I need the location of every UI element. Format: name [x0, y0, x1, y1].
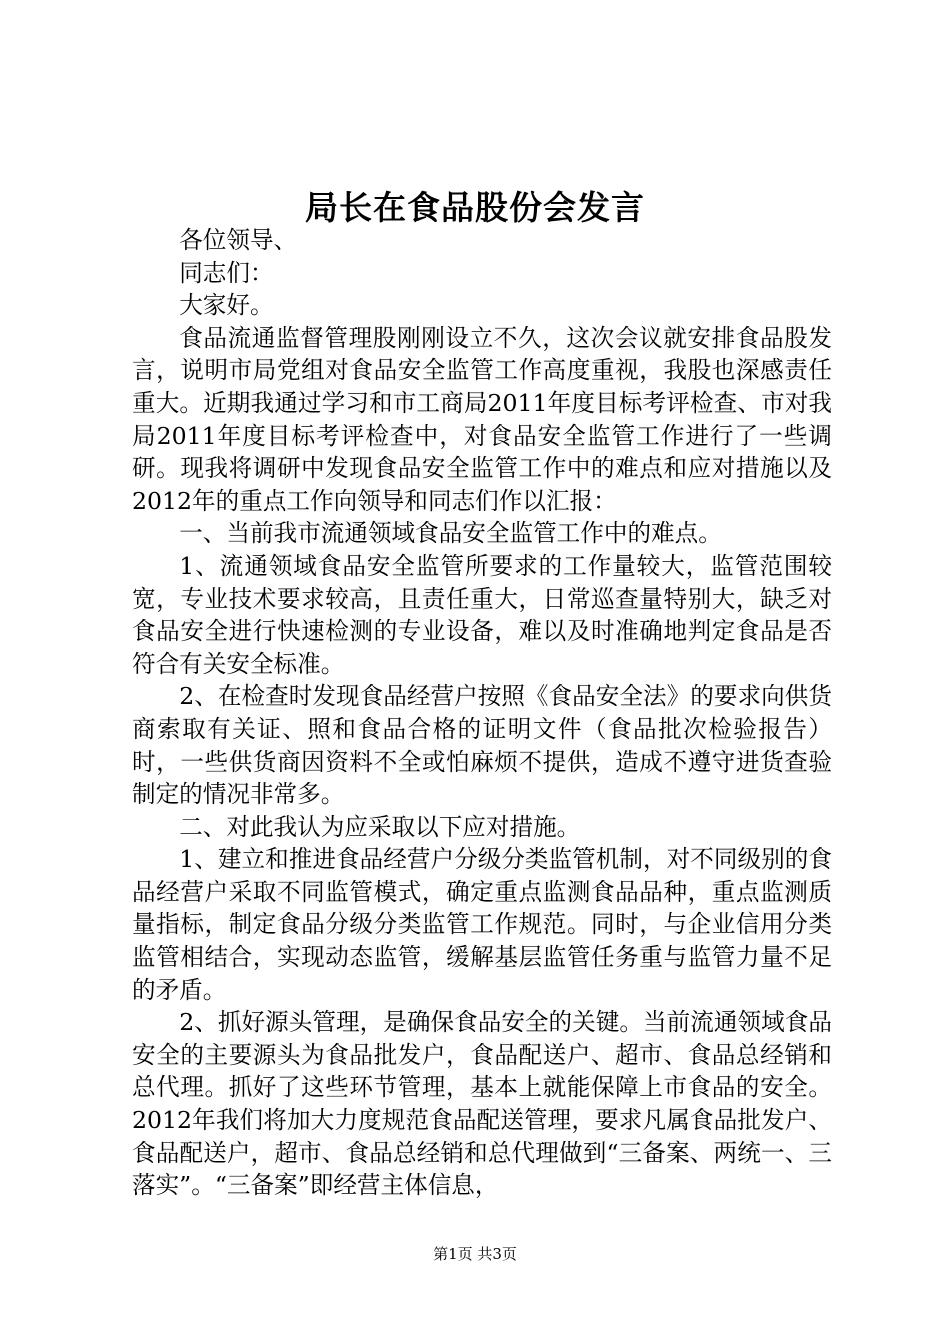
body-paragraph: 1、建立和推进食品经营户分级分类监管机制，对不同级别的食品经营户采取不同监管模式，确定重点监测食品品种，重点监测质量指标，制定食品分级分类监管工作规范。同时，与企业信用分类监管相结合，实现动态监管，缓解基层监管任务重与监管力量不足的矛盾。: [132, 845, 832, 1004]
section-heading-difficulties: 一、当前我市流通领域食品安全监管工作中的难点。: [179, 519, 722, 548]
salutation-comrades: 同志们：: [179, 258, 274, 287]
body-paragraph: 2、在检查时发现食品经营户按照《食品安全法》的要求向供货商索取有关证、照和食品合格的证明文件（食品批次检验报告）时，一些供货商因资料不全或怕麻烦不提供，造成不遵守进货查验制定的情况非常多。: [132, 682, 832, 809]
document-body: [132, 224, 832, 1202]
greeting: 大家好。: [179, 291, 274, 320]
page-number-footer: 第1页 共3页: [433, 1245, 517, 1263]
body-paragraph: 2、抓好源头管理，是确保食品安全的关键。当前流通领域食品安全的主要源头为食品批发户，食品配送户、超市、食品总经销和总代理。抓好了这些环节管理，基本上就能保障上市食品的安全。2012年我们将加大力度规范食品配送管理，要求凡属食品批发户、食品配送户，超市、食品总经销和总代理做到“三备案、两统一、三落实”。“三备案”即经营主体信息，: [132, 1008, 832, 1200]
body-paragraph: 食品流通监督管理股刚刚设立不久，这次会议就安排食品股发言，说明市局党组对食品安全监管工作高度重视，我股也深感责任重大。近期我通过学习和市工商局2011年度目标考评检查、市对我局2011年度目标考评检查中，对食品安全监管工作进行了一些调研。现我将调研中发现食品安全监管工作中的难点和应对措施以及2012年的重点工作向领导和同志们作以汇报：: [132, 323, 832, 515]
salutation-leaders: 各位领导、: [179, 226, 298, 254]
document-title: 局长在食品股份会发言: [305, 188, 645, 227]
body-paragraph: 1、流通领域食品安全监管所要求的工作量较大，监管范围较宽，专业技术要求较高，且责任重大，日常巡查量特别大，缺乏对食品安全进行快速检测的专业设备，难以及时准确地判定食品是否符合有关安全标准。: [132, 551, 832, 678]
section-heading-measures: 二、对此我认为应采取以下应对措施。: [179, 812, 581, 841]
